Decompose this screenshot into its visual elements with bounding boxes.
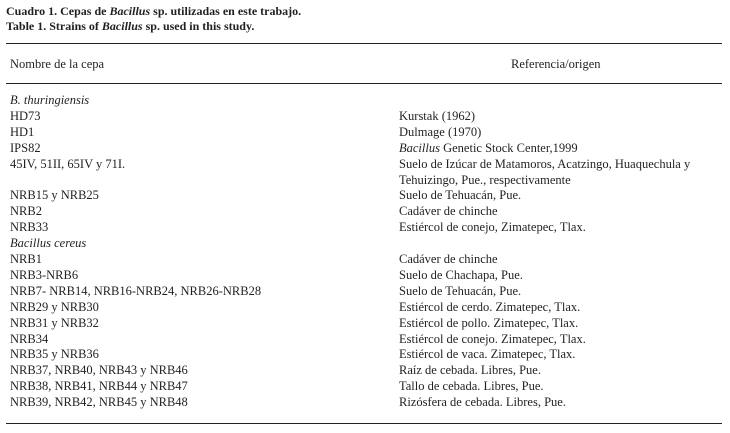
strain-name-cell: 45IV, 51II, 65IV y 71I. [10, 156, 126, 171]
reference-origin-cell [399, 173, 571, 187]
reference-origin-cell [399, 347, 575, 361]
reference-origin-cell [399, 284, 521, 298]
reference-origin-cell [399, 300, 580, 314]
table-row [0, 347, 730, 361]
reference-origin-cell [399, 109, 475, 123]
strain-name-cell: NRB34 [10, 331, 49, 346]
table-row [0, 284, 730, 298]
reference-text: Cadáver de chinche [399, 252, 498, 266]
reference-text: Estiércol de cerdo. Zimatepec, Tlax. [399, 299, 581, 314]
table-row [0, 220, 730, 234]
reference-origin-cell [399, 252, 498, 266]
caption-english [6, 19, 254, 33]
column-header-strain-name: Nombre de la cepa [10, 57, 105, 71]
reference-text: Dulmage (1970) [399, 124, 482, 139]
caption-english-genus: Bacillus [101, 19, 143, 33]
table-row [0, 157, 730, 171]
species-heading: B. thuringiensis [10, 93, 90, 107]
strain-name-cell: IPS82 [10, 140, 41, 155]
strain-name-cell: NRB2 [10, 204, 42, 219]
caption-english-prefix: Table 1. Strains of [6, 19, 102, 33]
reference-origin-cell [399, 125, 481, 139]
strain-name-cell: NRB29 y NRB30 [10, 299, 99, 314]
strain-name-cell: NRB37, NRB40, NRB43 y NRB46 [10, 363, 188, 378]
reference-text: Suelo de Chachapa, Pue. [399, 267, 523, 282]
reference-origin-cell [399, 316, 578, 330]
reference-origin-cell [399, 204, 498, 218]
reference-text: Suelo de Tehuacán, Pue. [399, 283, 522, 298]
caption-english-suffix: sp. used in this study. [142, 19, 255, 33]
species-heading: Bacillus cereus [10, 236, 87, 251]
reference-text: Estiércol de vaca. Zimatepec, Tlax. [399, 347, 576, 362]
table-row [0, 379, 730, 393]
table-row [0, 125, 730, 139]
table-header-rule [6, 83, 722, 84]
table-row [0, 395, 730, 409]
table-row [0, 204, 730, 218]
table-row [0, 332, 730, 346]
reference-text: Kurstak (1962) [399, 108, 476, 123]
table-row [0, 141, 730, 155]
reference-text: Estiércol de pollo. Zimatepec, Tlax. [399, 315, 579, 330]
table-row [0, 300, 730, 314]
strain-name-cell: NRB3-NRB6 [10, 267, 79, 282]
strain-name-cell: NRB31 y NRB32 [10, 315, 99, 330]
reference-origin-cell [399, 332, 586, 346]
table-bottom-rule [6, 423, 722, 424]
reference-origin-cell [399, 157, 690, 171]
reference-origin-cell [399, 268, 523, 282]
table-top-rule [6, 43, 722, 44]
reference-text: Suelo de Tehuacán, Pue. [399, 188, 522, 203]
strain-name-cell: NRB1 [10, 252, 42, 266]
strain-name-cell: NRB15 y NRB25 [10, 188, 99, 203]
caption-spanish [6, 4, 301, 18]
reference-text: Tallo de cebada. Libres, Pue. [399, 379, 544, 394]
column-header-reference-origin: Referencia/origen [511, 57, 601, 71]
table-row [0, 173, 730, 187]
reference-origin-cell [399, 188, 521, 202]
caption-spanish-prefix: Cuadro 1. Cepas de [6, 4, 110, 18]
reference-origin-cell [399, 395, 566, 409]
reference-origin-cell [399, 363, 541, 377]
strain-name-cell: NRB38, NRB41, NRB44 y NRB47 [10, 379, 188, 394]
table-row [0, 363, 730, 377]
table-row [0, 268, 730, 282]
reference-text: Cadáver de chinche [399, 204, 498, 219]
table-row [0, 252, 730, 266]
table-row [0, 316, 730, 330]
strain-name-cell: HD1 [10, 124, 35, 139]
reference-text: Genetic Stock Center,1999 [439, 140, 578, 155]
strain-name-cell: NRB33 [10, 220, 49, 235]
section-row [0, 236, 730, 250]
reference-genus-italic: Bacillus [399, 140, 440, 155]
strain-name-cell: NRB39, NRB42, NRB45 y NRB48 [10, 395, 188, 410]
caption-spanish-suffix: sp. utilizadas en este trabajo. [150, 4, 302, 18]
reference-origin-cell [399, 220, 586, 234]
strain-name-cell: NRB7- NRB14, NRB16-NRB24, NRB26-NRB28 [10, 283, 262, 298]
reference-text: Estiércol de conejo, Zimatepec, Tlax. [399, 220, 586, 235]
reference-origin-cell [399, 379, 544, 393]
reference-origin-cell [399, 141, 578, 155]
strain-name-cell: HD73 [10, 108, 41, 123]
strain-name-cell: NRB35 y NRB36 [10, 347, 99, 362]
section-row [0, 93, 730, 107]
reference-text: Tehuizingo, Pue., respectivamente [399, 172, 571, 187]
table-row [0, 109, 730, 123]
reference-text: Estiércol de conejo. Zimatepec, Tlax. [399, 331, 586, 346]
reference-text: Suelo de Izúcar de Matamoros, Acatzingo, Huaquechula y [399, 156, 691, 171]
table-row [0, 188, 730, 202]
reference-text: Rizósfera de cebada. Libres, Pue. [399, 395, 566, 410]
caption-spanish-genus: Bacillus [109, 4, 151, 18]
reference-text: Raíz de cebada. Libres, Pue. [399, 363, 541, 378]
